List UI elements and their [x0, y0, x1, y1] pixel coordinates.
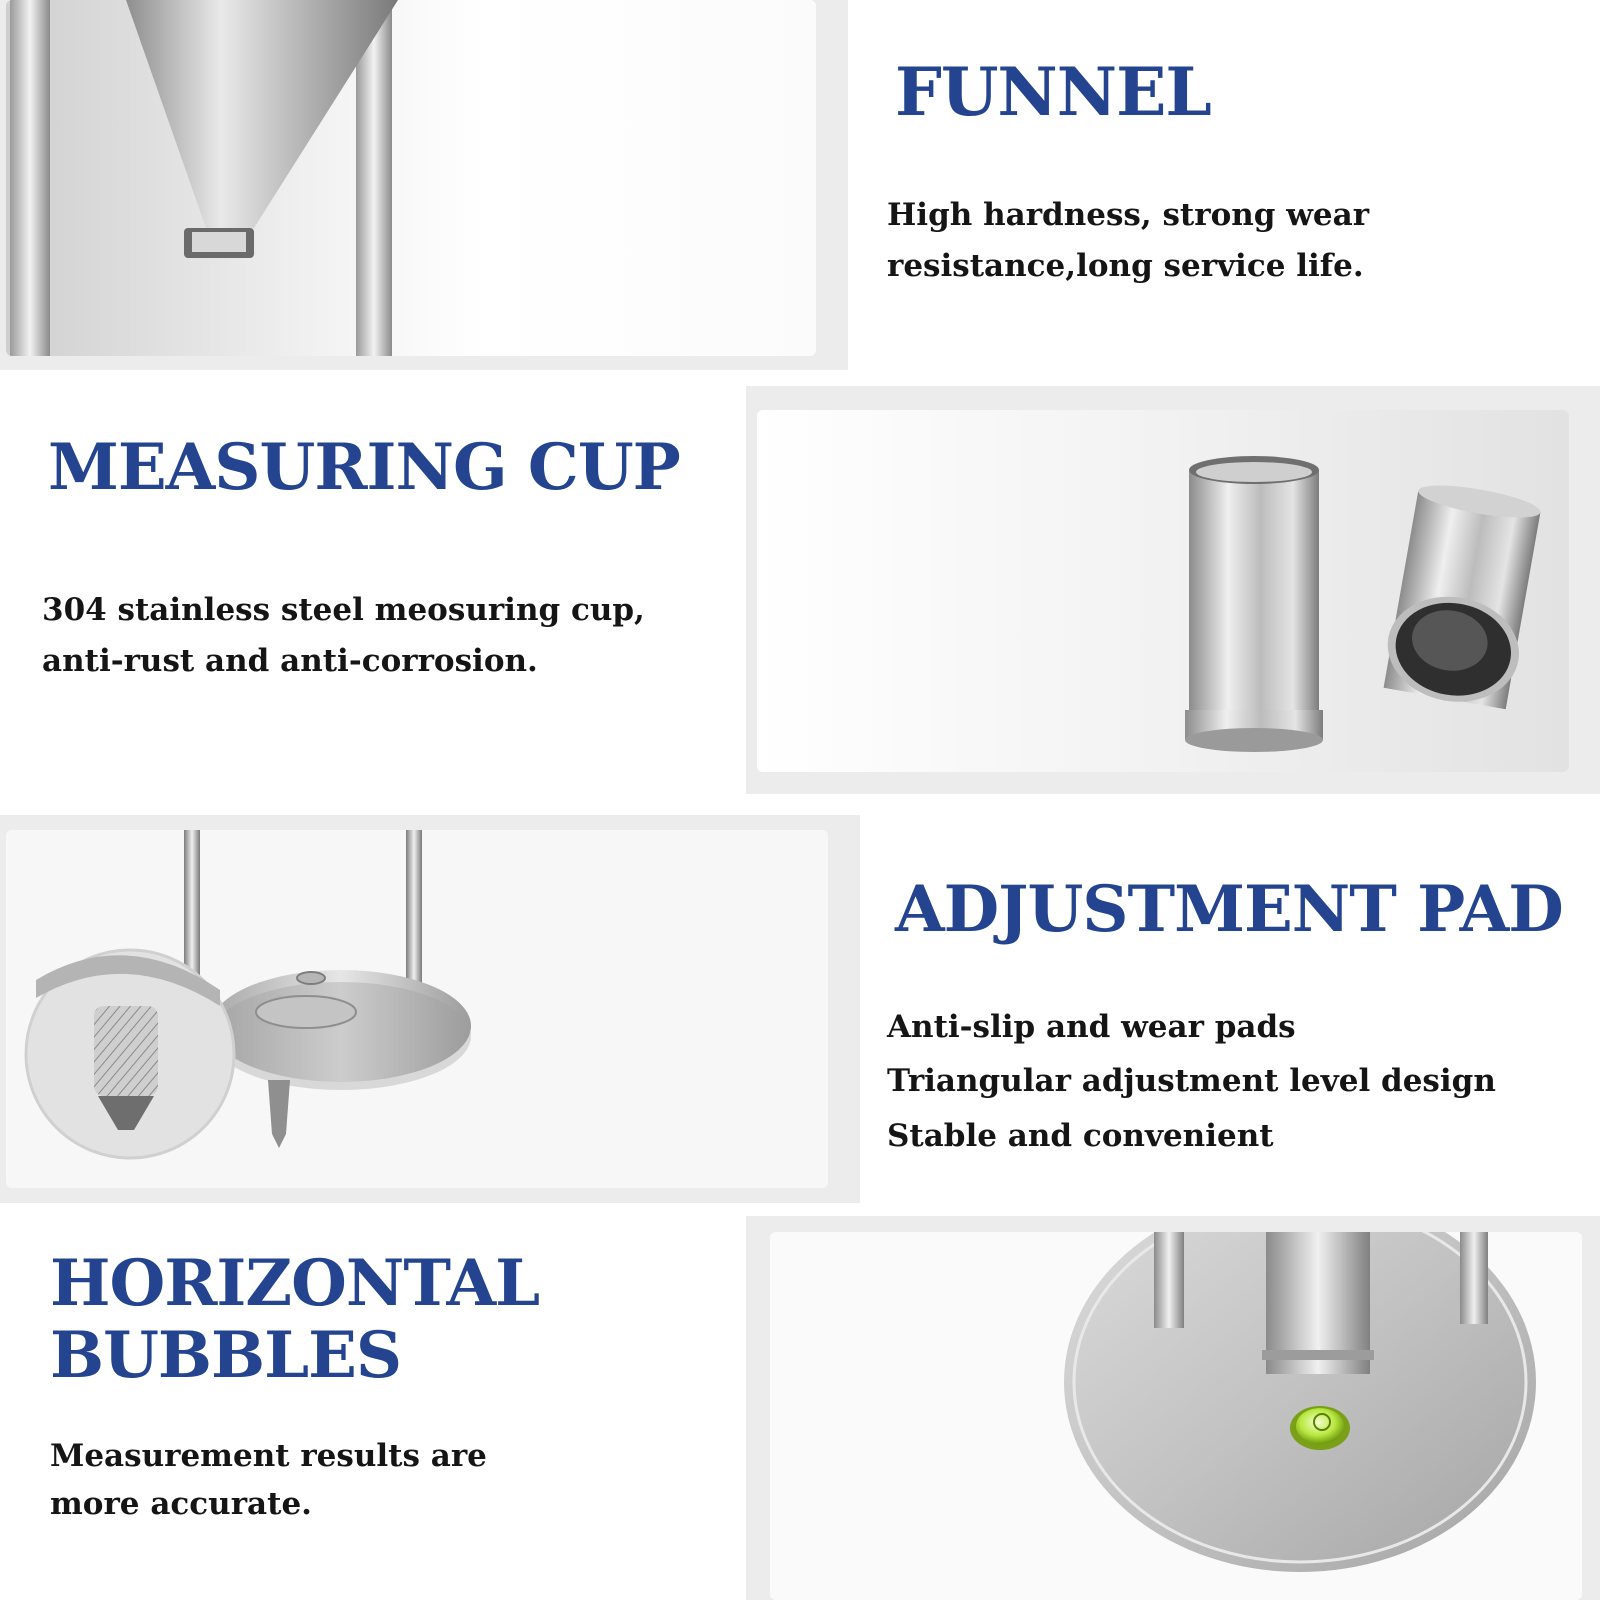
measuring-cup-description-line: 304 stainless steel meosuring cup, [42, 592, 645, 628]
level-bubble-image [770, 1232, 1582, 1600]
horizontal-bubbles-title-line: HORIZONTAL [50, 1246, 540, 1321]
funnel-description [887, 190, 1369, 292]
funnel-photo [6, 0, 816, 356]
measuring-cup-title: MEASURING CUP [48, 430, 680, 505]
adjustment-pad-description [887, 1000, 1496, 1163]
horizontal-bubbles-title [50, 1248, 539, 1391]
adjustment-pad-image [6, 830, 828, 1188]
measuring-cup-image [757, 410, 1569, 772]
adjustment-pad-description-line: Triangular adjustment level design [887, 1063, 1496, 1100]
adjustment-pad-photo [6, 830, 828, 1188]
horizontal-bubbles-description-line: Measurement results are [50, 1438, 487, 1474]
adjustment-pad-description-line: Stable and convenient [887, 1117, 1274, 1154]
measuring-cup-description-line: anti-rust and anti-corrosion. [42, 643, 538, 680]
measuring-cup-description [42, 585, 645, 687]
funnel-description-line: resistance,long service life. [887, 248, 1364, 285]
measuring-cup-photo [757, 410, 1569, 772]
funnel-description-line: High hardness, strong wear [887, 197, 1370, 233]
horizontal-bubbles-photo [770, 1232, 1582, 1600]
horizontal-bubbles-description [50, 1432, 487, 1528]
adjustment-pad-description-line: Anti-slip and wear pads [887, 1009, 1296, 1045]
funnel-image [6, 0, 816, 356]
horizontal-bubbles-description-line: more accurate. [50, 1486, 312, 1523]
horizontal-bubbles-title-line: BUBBLES [50, 1317, 402, 1393]
funnel-title: FUNNEL [895, 53, 1211, 131]
adjustment-pad-title: ADJUSTMENT PAD [895, 872, 1563, 947]
